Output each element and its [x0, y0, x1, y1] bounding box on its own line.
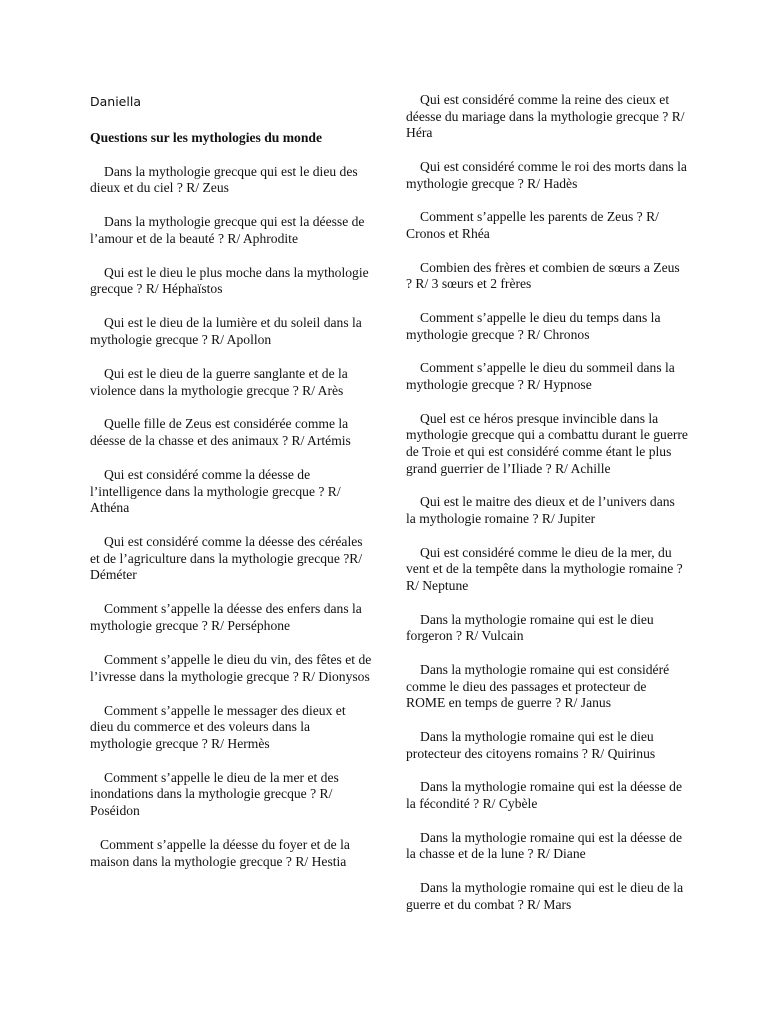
question-item: Qui est le dieu de la lumière et du soleil dans la mythologie grecque ? R/ Apollon — [90, 315, 362, 347]
question-item: Dans la mythologie romaine qui est la déesse de la fécondité ? R/ Cybèle — [406, 779, 682, 812]
question-item: Dans la mythologie romaine qui est le dieu protecteur des citoyens romains ? R/ Quirinus — [406, 729, 656, 761]
question-item: Qui est considéré comme la reine des cieux et déesse du mariage dans la mythologie grecque ? R/ Héra — [406, 92, 685, 141]
question-item: Comment s’appelle le dieu de la mer et des inondations dans la mythologie grecque ? R/ Poséidon — [90, 769, 339, 818]
question-item: Comment s’appelle la déesse du foyer et de la maison dans la mythologie grecque ? R/ Hestia — [90, 836, 350, 869]
question-item: Qui est le dieu de la guerre sanglante et de la violence dans la mythologie grecque ? R/ Arès — [90, 365, 348, 398]
author-name: Daniella — [90, 94, 141, 109]
question-item: Dans la mythologie grecque qui est le dieu des dieux et du ciel ? R/ Zeus — [90, 163, 358, 196]
left-column — [90, 92, 372, 887]
question-item: Dans la mythologie grecque qui est la déesse de l’amour et de la beauté ? R/ Aphrodite — [90, 214, 365, 246]
question-item: Comment s’appelle les parents de Zeus ? R/ Cronos et Rhéa — [406, 209, 659, 241]
question-item: Quel est ce héros presque invincible dans la mythologie grecque qui a combattu durant le guerre de Troie et qui est considéré comme étant le plus grand guerrier de l’Iliade ? R/ Achille — [406, 410, 688, 476]
question-item: Dans la mythologie romaine qui est considéré comme le dieu des passages et protecteur de ROME en temps de guerre ? R/ Janus — [406, 662, 670, 711]
question-item: Dans la mythologie romaine qui est le dieu forgeron ? R/ Vulcain — [406, 611, 654, 644]
question-item: Qui est considéré comme la déesse de l’intelligence dans la mythologie grecque ? R/ Athéna — [90, 467, 341, 516]
question-item: Qui est le maitre des dieux et de l’univers dans la mythologie romaine ? R/ Jupiter — [406, 494, 675, 526]
document-title: Questions sur les mythologies du monde — [90, 130, 323, 145]
question-item: Dans la mythologie romaine qui est le dieu de la guerre et du combat ? R/ Mars — [406, 880, 684, 912]
question-item: Comment s’appelle la déesse des enfers dans la mythologie grecque ? R/ Perséphone — [90, 601, 362, 633]
right-column — [406, 92, 688, 931]
question-item: Comment s’appelle le messager des dieux et dieu du commerce et des voleurs dans la mythologie grecque ? R/ Hermès — [90, 702, 346, 751]
question-item: Combien des frères et combien de sœurs a Zeus ? R/ 3 sœurs et 2 frères — [406, 259, 680, 292]
question-item: Qui est considéré comme le roi des morts dans la mythologie grecque ? R/ Hadès — [406, 158, 687, 191]
question-item: Quelle fille de Zeus est considérée comme la déesse de la chasse et des animaux ? R/ Artémis — [90, 416, 351, 449]
question-item: Qui est considéré comme la déesse des céréales et de l’agriculture dans la mythologie grecque ?R/ Déméter — [90, 534, 363, 583]
question-item: Comment s’appelle le dieu du vin, des fêtes et de l’ivresse dans la mythologie grecque ? R/ Dionysos — [90, 651, 372, 684]
question-item: Qui est le dieu le plus moche dans la mythologie grecque ? R/ Héphaïstos — [90, 264, 369, 297]
question-item: Comment s’appelle le dieu du sommeil dans la mythologie grecque ? R/ Hypnose — [406, 360, 675, 393]
question-item: Dans la mythologie romaine qui est la déesse de la chasse et de la lune ? R/ Diane — [406, 829, 682, 862]
question-item: Qui est considéré comme le dieu de la mer, du vent et de la tempête dans la mythologie romaine ? R/ Neptune — [406, 544, 683, 593]
question-item: Comment s’appelle le dieu du temps dans la mythologie grecque ? R/ Chronos — [406, 310, 661, 342]
